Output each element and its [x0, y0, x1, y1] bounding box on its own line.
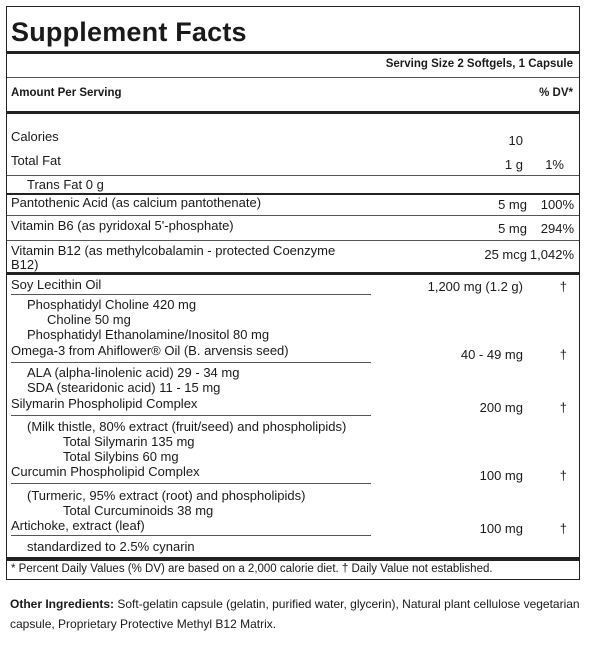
vitamin-b12-label-cont: B12): [11, 257, 39, 272]
other-ingredients: [10, 594, 585, 634]
row-divider: [7, 240, 579, 241]
section-divider: [7, 272, 579, 275]
other-ingredients-label: Other Ingredients:: [10, 597, 115, 611]
omega-3-label: Omega-3 from Ahiflower® Oil (B. arvensis seed): [11, 343, 289, 358]
vitamin-b12-label: Vitamin B12 (as methylcobalamin - protected Coenzyme: [11, 243, 336, 258]
dv-header: % DV*: [539, 87, 573, 99]
total-fat-dv: 1%: [545, 157, 564, 172]
calories-amount: 10: [508, 133, 523, 148]
choline: Choline 50 mg: [47, 312, 131, 327]
total-fat-label: Total Fat: [11, 153, 61, 168]
artichoke-amount: 100 mg: [479, 521, 523, 536]
curcumin-dv: †: [559, 468, 567, 483]
soy-lecithin-label: Soy Lecithin Oil: [11, 277, 102, 292]
other-ingredients-text: Soft-gelatin capsule (gelatin, purified water, glycerin), Natural plant cellulose vegetarian capsule, Proprietary Protective Methyl B12 Matrix.: [10, 597, 580, 631]
trans-fat-label: Trans Fat 0 g: [27, 177, 104, 192]
omega-3-dv: †: [559, 347, 567, 362]
vitamin-b6-dv: 294%: [540, 221, 574, 236]
row-divider: [7, 175, 579, 176]
serving-divider: [7, 77, 579, 78]
omega-3-amount: 40 - 49 mg: [460, 347, 523, 362]
vitamin-b12-amount: 25 mcg: [484, 247, 527, 262]
total-fat-amount: 1 g: [504, 157, 523, 172]
artichoke-dv: †: [559, 521, 567, 536]
row-divider: [11, 362, 371, 363]
dv-footnote: * Percent Daily Values (% DV) are based on a 2,000 calorie diet. † Daily Value not established.: [11, 563, 493, 575]
soy-lecithin-dv: †: [559, 279, 567, 294]
row-divider: [11, 483, 371, 484]
curcumin-amount: 100 mg: [479, 468, 523, 483]
ala: ALA (alpha-linolenic acid) 29 - 34 mg: [27, 365, 240, 380]
phosphatidyl-ethanolamine: Phosphatidyl Ethanolamine/Inositol 80 mg: [27, 327, 270, 342]
total-curcuminoids: Total Curcuminoids 38 mg: [63, 503, 214, 518]
bottom-divider: [7, 557, 579, 561]
panel-title: Supplement Facts: [11, 17, 247, 47]
phosphatidyl-choline: Phosphatidyl Choline 420 mg: [27, 297, 197, 312]
vitamin-b6-amount: 5 mg: [498, 221, 527, 236]
row-divider: [11, 535, 371, 536]
turmeric-detail: (Turmeric, 95% extract (root) and phospholipids): [27, 488, 306, 503]
supplement-facts-panel: [6, 6, 580, 580]
title-divider: [7, 51, 579, 54]
pantothenic-acid-dv: 100%: [540, 197, 574, 212]
total-silymarin: Total Silymarin 135 mg: [63, 434, 195, 449]
cynarin-detail: standardized to 2.5% cynarin: [27, 539, 195, 554]
amount-per-serving-header: Amount Per Serving: [11, 87, 122, 99]
vitamin-b12-dv: 1,042%: [529, 247, 574, 262]
header-divider: [7, 111, 579, 114]
row-divider: [7, 215, 579, 216]
row-divider: [11, 294, 371, 295]
sda: SDA (stearidonic acid) 11 - 15 mg: [27, 380, 221, 395]
silymarin-label: Silymarin Phospholipid Complex: [11, 396, 198, 411]
calories-label: Calories: [11, 129, 59, 144]
silymarin-dv: †: [559, 400, 567, 415]
serving-size: Serving Size 2 Softgels, 1 Capsule: [385, 58, 573, 70]
vitamin-b6-label: Vitamin B6 (as pyridoxal 5'-phosphate): [11, 218, 234, 233]
curcumin-label: Curcumin Phospholipid Complex: [11, 464, 200, 479]
silymarin-amount: 200 mg: [479, 400, 523, 415]
artichoke-label: Artichoke, extract (leaf): [11, 518, 145, 533]
total-silybins: Total Silybins 60 mg: [63, 449, 179, 464]
pantothenic-acid-amount: 5 mg: [498, 197, 527, 212]
pantothenic-acid-label: Pantothenic Acid (as calcium pantothenate): [11, 195, 262, 210]
milk-thistle-detail: (Milk thistle, 80% extract (fruit/seed) and phospholipids): [27, 419, 347, 434]
soy-lecithin-amount: 1,200 mg (1.2 g): [427, 279, 523, 294]
row-divider: [11, 415, 371, 416]
